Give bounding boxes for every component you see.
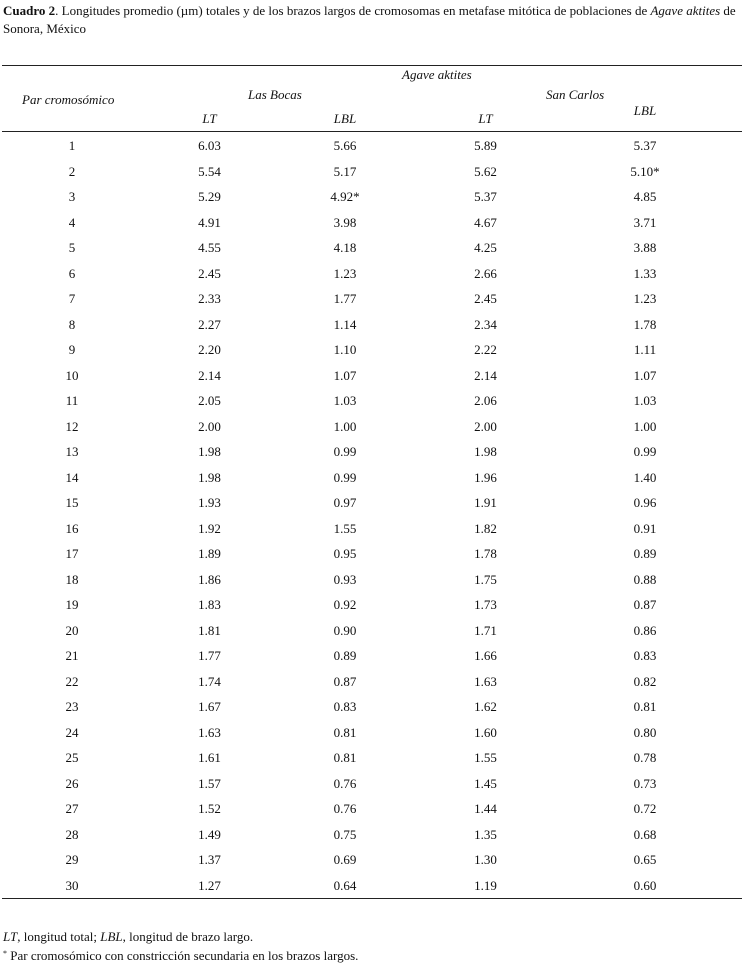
cell-lbl-san-carlos: 0.87 [633, 597, 657, 612]
header-row-label: Par cromosómico [22, 92, 115, 107]
cell-pair: 23 [65, 699, 79, 714]
cell-pair: 16 [65, 521, 79, 536]
cell-lbl-san-carlos: 0.88 [633, 572, 657, 587]
cell-pair: 28 [65, 827, 79, 842]
cell-lbl-san-carlos: 1.00 [633, 419, 657, 434]
cell-lt-san-carlos: 1.71 [474, 623, 497, 638]
cell-lt-san-carlos: 2.45 [474, 291, 497, 306]
cell-lbl-san-carlos: 1.40 [633, 470, 657, 485]
cell-lbl-san-carlos: 3.88 [633, 240, 657, 255]
cell-lbl-las-bocas: 1.14 [333, 317, 357, 332]
cell-lbl-san-carlos: 1.07 [633, 368, 657, 383]
cell-lbl-las-bocas: 0.93 [333, 572, 357, 587]
header-population-san-carlos: San Carlos [546, 87, 605, 102]
cell-lt-san-carlos: 1.82 [474, 521, 497, 536]
cell-lbl-las-bocas: 1.03 [333, 393, 357, 408]
footnote-star-mark: * [3, 949, 7, 958]
caption-label: Cuadro 2 [3, 3, 56, 18]
cell-lt-las-bocas: 1.83 [198, 597, 221, 612]
caption-text: . Longitudes promedio (µm) totales y de los brazos largos de cromosomas en metafase mitótica de poblaciones de [55, 3, 651, 18]
cell-lbl-las-bocas: 0.89 [333, 648, 357, 663]
cell-pair: 30 [65, 878, 79, 893]
cell-lt-las-bocas: 5.29 [198, 189, 221, 204]
cell-pair: 19 [65, 597, 79, 612]
cell-lbl-las-bocas: 1.10 [333, 342, 357, 357]
cell-lt-las-bocas: 2.33 [198, 291, 221, 306]
cell-lbl-san-carlos: 5.37 [633, 138, 657, 153]
cell-lt-las-bocas: 1.67 [198, 699, 221, 714]
cell-lbl-san-carlos: 0.86 [633, 623, 657, 638]
table-top-rule [2, 65, 742, 66]
cell-pair: 24 [65, 725, 79, 740]
cell-pair: 7 [68, 291, 76, 306]
cell-pair: 21 [65, 648, 79, 663]
cell-pair: 17 [65, 546, 79, 561]
header-lbl-san-carlos: LBL [633, 103, 657, 118]
cell-lbl-las-bocas: 0.76 [333, 801, 357, 816]
cell-lt-san-carlos: 2.00 [474, 419, 497, 434]
cell-lbl-san-carlos: 1.78 [633, 317, 657, 332]
cell-lbl-las-bocas: 1.23 [333, 266, 357, 281]
cell-lbl-las-bocas: 5.66 [333, 138, 357, 153]
cell-lt-las-bocas: 1.77 [198, 648, 221, 663]
cell-lt-san-carlos: 1.63 [474, 674, 497, 689]
cell-lbl-san-carlos: 0.99 [633, 444, 657, 459]
cell-lbl-san-carlos: 1.33 [633, 266, 657, 281]
cell-lbl-san-carlos: 0.96 [633, 495, 657, 510]
cell-lt-san-carlos: 1.62 [474, 699, 497, 714]
cell-lbl-las-bocas: 0.87 [333, 674, 357, 689]
cell-pair: 13 [65, 444, 79, 459]
cell-lbl-las-bocas: 0.83 [333, 699, 357, 714]
cell-lbl-las-bocas: 0.92 [333, 597, 357, 612]
cell-pair: 11 [65, 393, 79, 408]
cell-lbl-san-carlos: 0.72 [633, 801, 657, 816]
cell-lbl-san-carlos: 0.73 [633, 776, 657, 791]
footnote-lt-text: , longitud total; [17, 929, 101, 944]
cell-pair: 27 [65, 801, 79, 816]
cell-lbl-san-carlos: 0.80 [633, 725, 657, 740]
footnote-asterisk [3, 946, 358, 964]
cell-pair: 14 [65, 470, 79, 485]
cell-lbl-san-carlos: 1.23 [633, 291, 657, 306]
cell-lt-las-bocas: 2.45 [198, 266, 221, 281]
footnote-lt-abbr: LT [3, 929, 18, 944]
cell-lt-las-bocas: 1.86 [198, 572, 221, 587]
cell-lbl-san-carlos: 0.89 [633, 546, 657, 561]
cell-pair: 15 [65, 495, 79, 510]
cell-lt-las-bocas: 4.91 [198, 215, 221, 230]
cell-lt-san-carlos: 1.35 [474, 827, 497, 842]
cell-lt-las-bocas: 6.03 [198, 138, 221, 153]
cell-lbl-san-carlos: 1.11 [633, 342, 657, 357]
cell-lt-san-carlos: 1.44 [474, 801, 497, 816]
cell-lbl-las-bocas: 0.81 [333, 750, 357, 765]
table-bottom-rule [2, 898, 742, 899]
cell-pair: 5 [68, 240, 76, 255]
header-lbl-las-bocas: LBL [333, 111, 357, 126]
cell-lbl-las-bocas: 5.17 [333, 164, 357, 179]
cell-lt-las-bocas: 4.55 [198, 240, 221, 255]
cell-lbl-san-carlos: 3.71 [633, 215, 657, 230]
cell-lt-san-carlos: 1.66 [474, 648, 497, 663]
cell-lbl-las-bocas: 0.81 [333, 725, 357, 740]
cell-lbl-san-carlos: 0.60 [633, 878, 657, 893]
cell-lt-las-bocas: 1.57 [198, 776, 221, 791]
cell-lbl-san-carlos: 0.81 [633, 699, 657, 714]
cell-lbl-las-bocas: 0.76 [333, 776, 357, 791]
cell-lbl-las-bocas: 1.07 [333, 368, 357, 383]
cell-lt-las-bocas: 1.63 [198, 725, 221, 740]
caption-text-end: de Sonora, México [3, 3, 736, 36]
cell-lt-las-bocas: 2.00 [198, 419, 221, 434]
footnote-lbl-text: , longitud de brazo largo. [122, 929, 254, 944]
cell-lbl-san-carlos: 1.03 [633, 393, 657, 408]
footnote-abbreviations [3, 929, 253, 945]
cell-lt-san-carlos: 2.22 [474, 342, 497, 357]
cell-pair: 29 [65, 852, 79, 867]
cell-lt-san-carlos: 1.75 [474, 572, 497, 587]
cell-lt-las-bocas: 1.52 [198, 801, 221, 816]
cell-pair: 9 [68, 342, 76, 357]
cell-lt-las-bocas: 1.37 [198, 852, 221, 867]
cell-lbl-san-carlos: 0.78 [633, 750, 657, 765]
cell-lt-las-bocas: 5.54 [198, 164, 221, 179]
cell-lbl-las-bocas: 0.99 [333, 444, 357, 459]
cell-pair: 6 [68, 266, 76, 281]
cell-lbl-las-bocas: 3.98 [333, 215, 357, 230]
cell-pair: 8 [68, 317, 76, 332]
cell-lbl-san-carlos: 0.65 [633, 852, 657, 867]
cell-pair: 12 [65, 419, 79, 434]
cell-pair: 3 [68, 189, 76, 204]
cell-lbl-las-bocas: 0.75 [333, 827, 357, 842]
cell-lt-las-bocas: 1.49 [198, 827, 221, 842]
cell-lt-san-carlos: 1.78 [474, 546, 497, 561]
cell-lt-las-bocas: 1.61 [198, 750, 221, 765]
cell-lbl-san-carlos: 4.85 [633, 189, 657, 204]
header-population-las-bocas: Las Bocas [248, 87, 302, 102]
footnote-star-text: Par cromosómico con constricción secundaria en los brazos largos. [7, 948, 359, 963]
cell-lbl-las-bocas: 0.95 [333, 546, 357, 561]
cell-lt-san-carlos: 1.96 [474, 470, 497, 485]
cell-lt-las-bocas: 1.98 [198, 470, 221, 485]
cell-lt-las-bocas: 2.05 [198, 393, 221, 408]
cell-lt-san-carlos: 1.98 [474, 444, 497, 459]
cell-lbl-las-bocas: 0.90 [333, 623, 357, 638]
cell-pair: 22 [65, 674, 79, 689]
cell-lt-san-carlos: 1.60 [474, 725, 497, 740]
cell-lt-las-bocas: 1.92 [198, 521, 221, 536]
cell-lt-san-carlos: 2.06 [474, 393, 497, 408]
cell-lt-san-carlos: 4.25 [474, 240, 497, 255]
cell-pair: 2 [68, 164, 76, 179]
cell-lbl-las-bocas: 1.00 [333, 419, 357, 434]
cell-lt-san-carlos: 1.91 [474, 495, 497, 510]
cell-lt-san-carlos: 5.62 [474, 164, 497, 179]
cell-lt-san-carlos: 2.34 [474, 317, 497, 332]
cell-lbl-las-bocas: 0.99 [333, 470, 357, 485]
cell-lt-san-carlos: 2.66 [474, 266, 497, 281]
cell-lbl-las-bocas: 4.92* [330, 189, 360, 204]
cell-lbl-las-bocas: 4.18 [333, 240, 357, 255]
cell-pair: 18 [65, 572, 79, 587]
cell-lbl-las-bocas: 0.64 [333, 878, 357, 893]
cell-lt-las-bocas: 1.93 [198, 495, 221, 510]
table-header-rule [2, 131, 742, 132]
cell-pair: 20 [65, 623, 79, 638]
cell-lt-las-bocas: 2.27 [198, 317, 221, 332]
header-group: Agave aktites [402, 67, 472, 82]
cell-lt-las-bocas: 1.81 [198, 623, 221, 638]
cell-lt-san-carlos: 1.73 [474, 597, 497, 612]
header-lt-san-carlos: LT [478, 111, 493, 126]
cell-lbl-san-carlos: 0.83 [633, 648, 657, 663]
cell-lt-san-carlos: 4.67 [474, 215, 497, 230]
header-lt-las-bocas: LT [202, 111, 217, 126]
cell-pair: 26 [65, 776, 79, 791]
cell-pair: 10 [65, 368, 79, 383]
cell-lbl-san-carlos: 5.10* [630, 164, 660, 179]
cell-lbl-san-carlos: 0.91 [633, 521, 657, 536]
cell-lbl-san-carlos: 0.68 [633, 827, 657, 842]
cell-lt-san-carlos: 5.37 [474, 189, 497, 204]
cell-lbl-las-bocas: 0.97 [333, 495, 357, 510]
cell-lt-las-bocas: 2.14 [198, 368, 221, 383]
caption-species: Agave aktites [650, 3, 721, 18]
cell-lt-las-bocas: 1.98 [198, 444, 221, 459]
cell-lt-las-bocas: 1.89 [198, 546, 221, 561]
cell-lbl-las-bocas: 1.77 [333, 291, 357, 306]
cell-lbl-san-carlos: 0.82 [633, 674, 657, 689]
footnote-lbl-abbr: LBL [100, 929, 123, 944]
cell-lt-san-carlos: 1.30 [474, 852, 497, 867]
cell-lt-san-carlos: 1.55 [474, 750, 497, 765]
cell-pair: 25 [65, 750, 79, 765]
cell-lt-san-carlos: 5.89 [474, 138, 497, 153]
cell-pair: 4 [68, 215, 76, 230]
cell-lt-san-carlos: 1.19 [474, 878, 497, 893]
cell-lt-las-bocas: 1.27 [198, 878, 221, 893]
cell-lt-las-bocas: 2.20 [198, 342, 221, 357]
cell-lbl-las-bocas: 1.55 [333, 521, 357, 536]
cell-pair: 1 [68, 138, 76, 153]
cell-lt-san-carlos: 1.45 [474, 776, 497, 791]
cell-lt-san-carlos: 2.14 [474, 368, 497, 383]
cell-lbl-las-bocas: 0.69 [333, 852, 357, 867]
table-caption [3, 2, 743, 38]
cell-lt-las-bocas: 1.74 [198, 674, 221, 689]
